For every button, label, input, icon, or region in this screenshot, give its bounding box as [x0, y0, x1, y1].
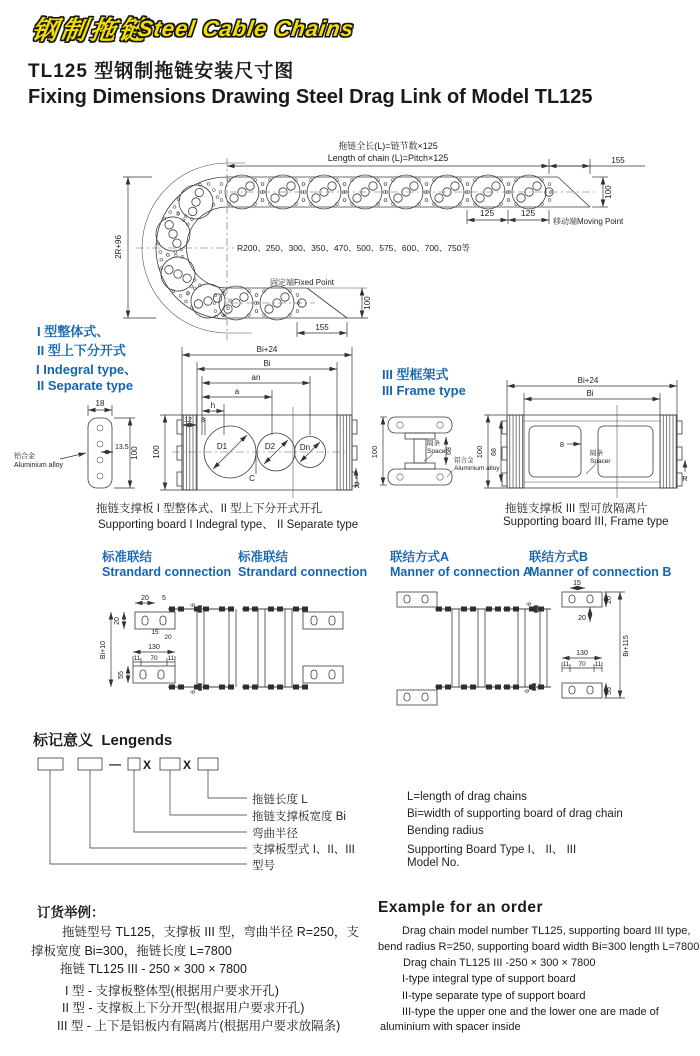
f4-dim-20a: 20 — [606, 596, 613, 604]
dim-100-frame: 100 — [475, 445, 484, 459]
dim-125-b: 125 — [520, 208, 536, 218]
type-label-iii-en: III Frame type — [382, 383, 466, 398]
f4-dim-20b: 20 — [578, 615, 586, 622]
f1-dim-20a: 20 — [114, 617, 121, 625]
dim-100-moving: 100 — [604, 185, 613, 199]
f1-dim-15: 15 — [151, 629, 159, 636]
legend-x2: X — [182, 758, 192, 772]
spacer-label-cn: 隔条 — [427, 440, 440, 447]
order-line: III 型 - 上下是铝板内有隔离片(根据用户要求放隔条) — [57, 1019, 341, 1033]
f1-dim-5: 5 — [162, 595, 166, 602]
f1-dim-55: 55 — [118, 671, 125, 679]
dim-dn: Dn — [299, 443, 311, 452]
dim-bi24-frame: Bi+24 — [577, 376, 599, 385]
dim-8: 8 — [201, 417, 205, 424]
chain-side-view — [114, 140, 645, 340]
type-label-ii-en: II Separate type — [37, 378, 134, 393]
f1-dim-bi10: Bi+10 — [100, 640, 107, 660]
dim-155-top: 155 — [611, 156, 625, 165]
dim-13-5: 13.5 — [115, 444, 129, 451]
legend-row-en: L=length of drag chains — [407, 791, 527, 803]
f4-dim-11b: 11 — [594, 661, 602, 668]
f1-dim-70: 70 — [150, 655, 158, 662]
dim-100-profile: 100 — [370, 445, 379, 459]
legend-row-cn: 拖链长度 L — [252, 794, 308, 806]
legend-row-cn: 支撑板型式 I、II、III — [252, 844, 355, 856]
connection-heading-a-en: Manner of connection A — [390, 565, 532, 579]
connection-heading-std2-cn: 标准联结 — [238, 550, 289, 564]
dim-formula-cn: 拖链全长(L)=链节数×125 — [338, 141, 438, 151]
connection-heading-a-cn: 联结方式A — [390, 550, 450, 564]
f4-dim-70: 70 — [578, 661, 586, 668]
frame-board-figure — [475, 376, 688, 498]
order-line: Drag chain TL125 III -250 × 300 × 7800 — [403, 957, 596, 969]
spacer-label-en: Spacer — [427, 448, 448, 455]
order-line: Drag chain model number TL125, supporting board III type, — [402, 925, 691, 937]
moving-point-label: 移动端Moving Point — [553, 217, 624, 226]
board-caption-cn: 拖链支撑板 I 型整体式、II 型上下分开式开孔 — [96, 503, 323, 515]
dim-an: an — [251, 373, 261, 382]
f1-dim-11a: 11 — [133, 655, 141, 662]
dim-8-frame: 8 — [559, 440, 565, 449]
board-caption-en: Supporting board I Indegral type、 II Separate type — [98, 519, 359, 531]
dim-bi: Bi — [263, 359, 271, 368]
order-line: I-type integral type of support board — [402, 973, 576, 985]
f1-dim-130: 130 — [148, 644, 160, 651]
legend-row-cn: 型号 — [252, 860, 275, 872]
dim-68-frame: 68 — [491, 448, 498, 456]
fixed-point-label: 固定端Fixed Point — [270, 278, 335, 287]
dim-formula-en: Length of chain (L)=Pitch×125 — [327, 153, 449, 163]
order-line: III-type the upper one and the lower one are made of — [402, 1006, 659, 1018]
order-line: 撑板宽度 Bi=300，拖链长度 L=7800 — [31, 944, 232, 958]
f1-dim-20b: 20 — [141, 595, 149, 602]
connection-heading-b-cn: 联结方式B — [529, 550, 589, 564]
page-title-cn: TL125 型钢制拖链安装尺寸图 — [28, 61, 295, 82]
type-label-ii-cn: II 型上下分开式 — [37, 343, 126, 358]
frame-caption-en: Supporting board III, Frame type — [503, 516, 669, 528]
dim-155-fixed: 155 — [315, 323, 329, 332]
spacer-label2-cn: 隔条 — [590, 450, 603, 457]
bend-radius-series: R200、250、300、350、470、500、575、600、700、750等 — [237, 243, 470, 253]
f1-dim-20c: 20 — [164, 634, 172, 641]
f4-dim-130: 130 — [576, 650, 588, 657]
order-line: 拖链 TL125 III - 250 × 300 × 7800 — [60, 962, 247, 976]
legends-heading-en: Lengends — [101, 732, 173, 749]
order-line: I 型 - 支撑板整体型(根据用户要求开孔) — [65, 984, 279, 998]
legends-heading — [33, 729, 172, 750]
aluminium-label2-en: Aluminium alloy — [454, 465, 500, 472]
f1-dim-11b: 11 — [167, 655, 175, 662]
dim-h: h — [210, 401, 216, 410]
f1-dim-6b: 6 — [190, 690, 197, 694]
legend-row-cn: 拖链支撑板宽度 Bi — [252, 811, 346, 823]
f4-dim-11a: 11 — [562, 661, 570, 668]
dim-100-board: 100 — [152, 445, 161, 459]
brand-logo-cn: 钢制拖链 — [29, 15, 150, 45]
dim-r: R — [354, 481, 360, 490]
aluminium-label-en: Aluminium alloy — [14, 462, 64, 469]
type-label-i-en: I Indegral type、 — [36, 362, 138, 377]
type-label-i-cn: I 型整体式、 — [37, 324, 110, 339]
order-line: bend radius R=250, supporting board width Bi=300 length L=7800 — [378, 941, 700, 953]
dim-c: C — [249, 474, 255, 483]
order-line: 拖链型号 TL125，支撑板 III 型，弯曲半径 R=250，支 — [62, 925, 359, 939]
legends-diagram — [38, 757, 247, 864]
dim-bi-frame: Bi — [586, 389, 594, 398]
spacer-label2-en: Spacer — [590, 458, 611, 465]
dim-a: a — [234, 387, 240, 396]
frame-caption-cn: 拖链支撑板 III 型可放隔离片 — [505, 503, 648, 515]
dim-125-a: 125 — [479, 208, 495, 218]
legend-row-en: Bending radius — [407, 825, 484, 837]
f4-dim-15: 15 — [573, 580, 581, 587]
legend-row-en: Supporting Board Type I、 II、 III — [407, 844, 577, 856]
connection-heading-b-en: Manner of connection B — [529, 565, 672, 579]
dim-r-frame: R — [682, 474, 688, 483]
legend-x1: X — [142, 758, 152, 772]
order-line: II-type separate type of support board — [402, 990, 586, 1002]
connection-heading-std1-en: Strandard connection — [102, 565, 232, 579]
dim-2r96: 2R+96 — [114, 235, 123, 259]
connection-figures — [100, 580, 630, 705]
dim-d2: D2 — [264, 442, 276, 451]
order-line: aluminium with spacer inside — [380, 1021, 521, 1033]
dim-18: 18 — [95, 399, 105, 408]
f4-dim-6t: 6 — [526, 602, 533, 606]
legend-row-en: Bi=width of supporting board of drag chain — [407, 808, 623, 820]
legend-dash: — — [109, 757, 121, 771]
f1-dim-6t: 6 — [190, 603, 197, 607]
order-line: II 型 - 支撑板上下分开型(根据用户要求开孔) — [62, 1001, 305, 1015]
aluminium-plate-figure — [14, 399, 139, 488]
aluminium-label2-cn: 铝合金 — [454, 457, 474, 464]
type-label-iii-cn: III 型框架式 — [382, 367, 449, 382]
dim-bi24: Bi+24 — [256, 345, 278, 354]
connection-heading-std2-en: Strandard connection — [238, 565, 368, 579]
board-section-i-ii — [152, 345, 360, 498]
order-heading-en: Example for an order — [378, 899, 544, 916]
dim-100-plate: 100 — [130, 446, 139, 460]
brand-logo-en: Steel Cable Chains — [136, 16, 356, 41]
f4-dim-6b: 6 — [524, 689, 531, 693]
f4-dim-55: 55 — [606, 687, 613, 695]
dim-d1: D1 — [216, 442, 228, 451]
legend-row-cn: 弯曲半径 — [252, 828, 298, 840]
f4-dim-bi115: Bi+115 — [623, 635, 630, 657]
legends-heading-cn: 标记意义 — [33, 732, 94, 749]
aluminium-label-cn: 铝合金 — [14, 453, 35, 460]
legend-row-en: Model No. — [407, 857, 460, 869]
dim-100-fixed: 100 — [363, 296, 372, 310]
connection-heading-std1-cn: 标准联结 — [102, 550, 153, 564]
dim-68-profile: 68 — [446, 447, 453, 455]
page-title-en: Fixing Dimensions Drawing Steel Drag Link of Model TL125 — [28, 86, 593, 108]
order-heading-cn: 订货举例： — [37, 905, 105, 920]
